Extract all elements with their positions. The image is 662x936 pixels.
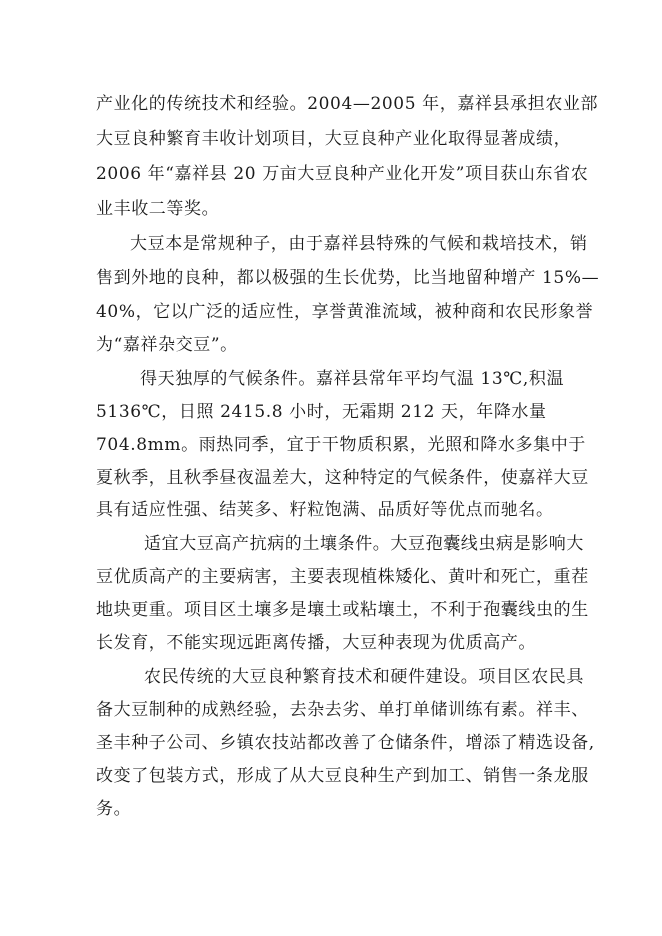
paragraph-line: 大豆良种繁育丰收计划项目，大豆良种产业化取得显著成绩， <box>96 129 572 149</box>
paragraph-line: 改变了包装方式，形成了从大豆良种生产到加工、销售一条龙服 <box>96 766 589 786</box>
paragraph-line: 备大豆制种的成熟经验，去杂去劣、单打单储训练有素。祥丰、 <box>96 700 589 720</box>
paragraph-line: 具有适应性强、结荚多、籽粒饱满、品质好等优点而驰名。 <box>96 500 554 520</box>
paragraph-line: 长发育，不能实现远距离传播，大豆种表现为优质高产。 <box>96 633 536 653</box>
paragraph-line: 务。 <box>96 799 132 819</box>
paragraph-line: 产业化的传统技术和经验。2004—2005 年，嘉祥县承担农业部 <box>96 94 599 114</box>
paragraph-line: 夏秋季，且秋季昼夜温差大，这种特定的气候条件，使嘉祥大豆 <box>96 468 589 488</box>
paragraph-line: 业丰收二等奖。 <box>96 199 220 219</box>
paragraph-line: 售到外地的良种，都以极强的生长优势，比当地留种增产 15%— <box>96 268 600 288</box>
paragraph-line: 704.8mm。雨热同季，宜于干物质积累，光照和降水多集中于 <box>96 435 586 455</box>
paragraph-line: 为“嘉祥杂交豆”。 <box>96 335 238 355</box>
paragraph-line: 40%，它以广泛的适应性，享誉黄淮流域，被种商和农民形象誉 <box>96 302 594 322</box>
paragraph-line: 5136℃，日照 2415.8 小时，无霜期 212 天，年降水量 <box>96 402 547 422</box>
paragraph-line: 2006 年“嘉祥县 20 万亩大豆良种产业化开发”项目获山东省农 <box>96 164 589 184</box>
paragraph-line: 适宜大豆高产抗病的土壤条件。大豆孢囊线虫病是影响大 <box>144 534 584 554</box>
paragraph-line: 农民传统的大豆良种繁育技术和硬件建设。项目区农民具 <box>144 667 584 687</box>
paragraph-line: 得天独厚的气候条件。嘉祥县常年平均气温 13℃,积温 <box>140 369 565 389</box>
paragraph-line: 大豆本是常规种子，由于嘉祥县特殊的气候和栽培技术，销 <box>130 234 588 254</box>
paragraph-line: 豆优质高产的主要病害，主要表现植株矮化、黄叶和死亡，重茬 <box>96 567 589 587</box>
paragraph-line: 地块更重。项目区土壤多是壤土或粘壤土，不利于孢囊线虫的生 <box>96 600 589 620</box>
paragraph-line: 圣丰种子公司、乡镇农技站都改善了仓储条件，增添了精选设备, <box>96 733 595 753</box>
